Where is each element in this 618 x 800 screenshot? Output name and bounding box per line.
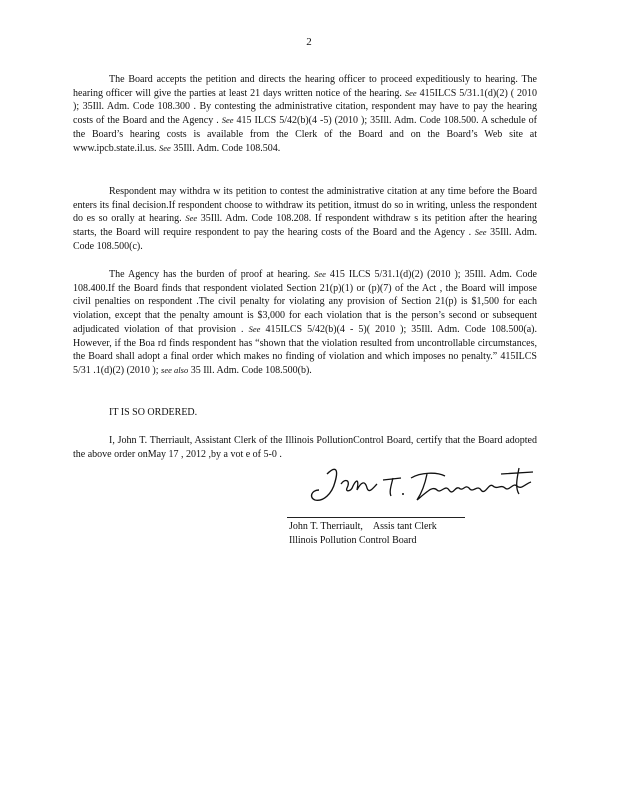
p1-see-3: See xyxy=(159,142,171,153)
p2-text-1: Respondent may withdra w its petition to contest the administrative citation at any time before the Board enters its final decision.If respondent choose to withdraw its petition, itmust do so in writing, unless the respondent do es so orally at hearing. xyxy=(73,186,537,225)
so-ordered-text: IT IS SO ORDERED. xyxy=(109,407,198,418)
paragraph-burden-of-proof xyxy=(73,268,537,378)
paragraph-hearing xyxy=(73,73,537,155)
certification-text: I, John T. Therriault, Assistant Clerk of the Illinois PollutionControl Board, certify that the Board adopted the above order onMay 17 , 2012 ,by a vot e of 5-0 . xyxy=(73,435,537,460)
p2-text-2: 35Ill. Adm. Code 108.208. If respondent withdraw s its petition after the hearing starts, the Board will require respondent to pay the hearing costs of the Board and the Agency . xyxy=(73,213,538,239)
signatory-title: Assis tant Clerk xyxy=(372,521,437,532)
p2-see-2: See xyxy=(474,227,487,238)
p3-see-1: See xyxy=(314,269,326,279)
p3-text-3: 415ILCS 5/42(b)(4 - 5)( 2010 ); 35Ill. Adm. Code 108.500(a). However, if the Boa rd finds respondent has “shown that the violation resulted from uncontrollable circumstances, the Board shall adopt a final order which makes no finding of violation and which imposes no penalty.” 415ILCS 5/31 .1(d)(2) (2010 ); xyxy=(73,323,537,376)
p2-see-1: See xyxy=(185,213,198,224)
signatory-organization: Illinois Pollution Control Board xyxy=(289,535,417,546)
p1-text-2: 415ILCS 5/31.1(d)(2) ( 2010 ); 35Ill. Adm. Code 108.300 . By contesting the administrative citation, respondent may have to pay the hearing costs of the Board and the Agency . xyxy=(73,87,538,127)
p1-see-2: See xyxy=(221,115,234,126)
p1-text-4: 35Ill. Adm. Code 108.504. xyxy=(173,142,281,154)
page-number: 2 xyxy=(306,36,312,48)
paragraph-certification xyxy=(73,434,537,461)
p3-text-1: The Agency has the burden of proof at hearing. xyxy=(109,269,311,280)
p3-see-2: See xyxy=(248,323,261,334)
p1-text-1: The Board accepts the petition and directs the hearing officer to proceed expeditiously to hearing. The hearing officer will give the parties at least 21 days written notice of the hearing. xyxy=(73,74,537,99)
handwritten-signature xyxy=(305,460,550,510)
paragraph-so-ordered xyxy=(73,406,537,420)
p3-see-also: see also xyxy=(161,364,189,375)
paragraph-withdraw xyxy=(73,185,537,254)
p3-text-4: 35 Ill. Adm. Code 108.500(b). xyxy=(190,364,312,376)
p1-see-1: See xyxy=(404,87,417,98)
signature-block xyxy=(289,520,437,548)
signature-line xyxy=(287,517,465,518)
p3-text-2: 415 ILCS 5/31.1(d)(2) (2010 ); 35Ill. Adm. Code 108.400.If the Board finds that respondent violated Section 21(p)(1) or (p)(7) of the Act , the Board will impose civil penalties on respondent .The civil penalty for violating any provision of Section 21(p) is $1,500 for each violation, except that the penalty amount is $3,000 for each violation that is the person’s second or subsequent adjudicated violation of that provision . xyxy=(73,269,537,335)
signatory-line xyxy=(289,520,437,534)
p2-text-3: 35Ill. Adm. Code 108.500(c). xyxy=(73,227,537,252)
signatory-name: John T. Therriault, xyxy=(289,521,363,532)
p1-text-3: 415 ILCS 5/42(b)(4 -5) (2010 ); 35Ill. Adm. Code 108.500. A schedule of the Board’s hearing costs is available from the Clerk of the Board and on the Board’s Web site at www.ipcb.state.il.us. xyxy=(73,115,538,154)
